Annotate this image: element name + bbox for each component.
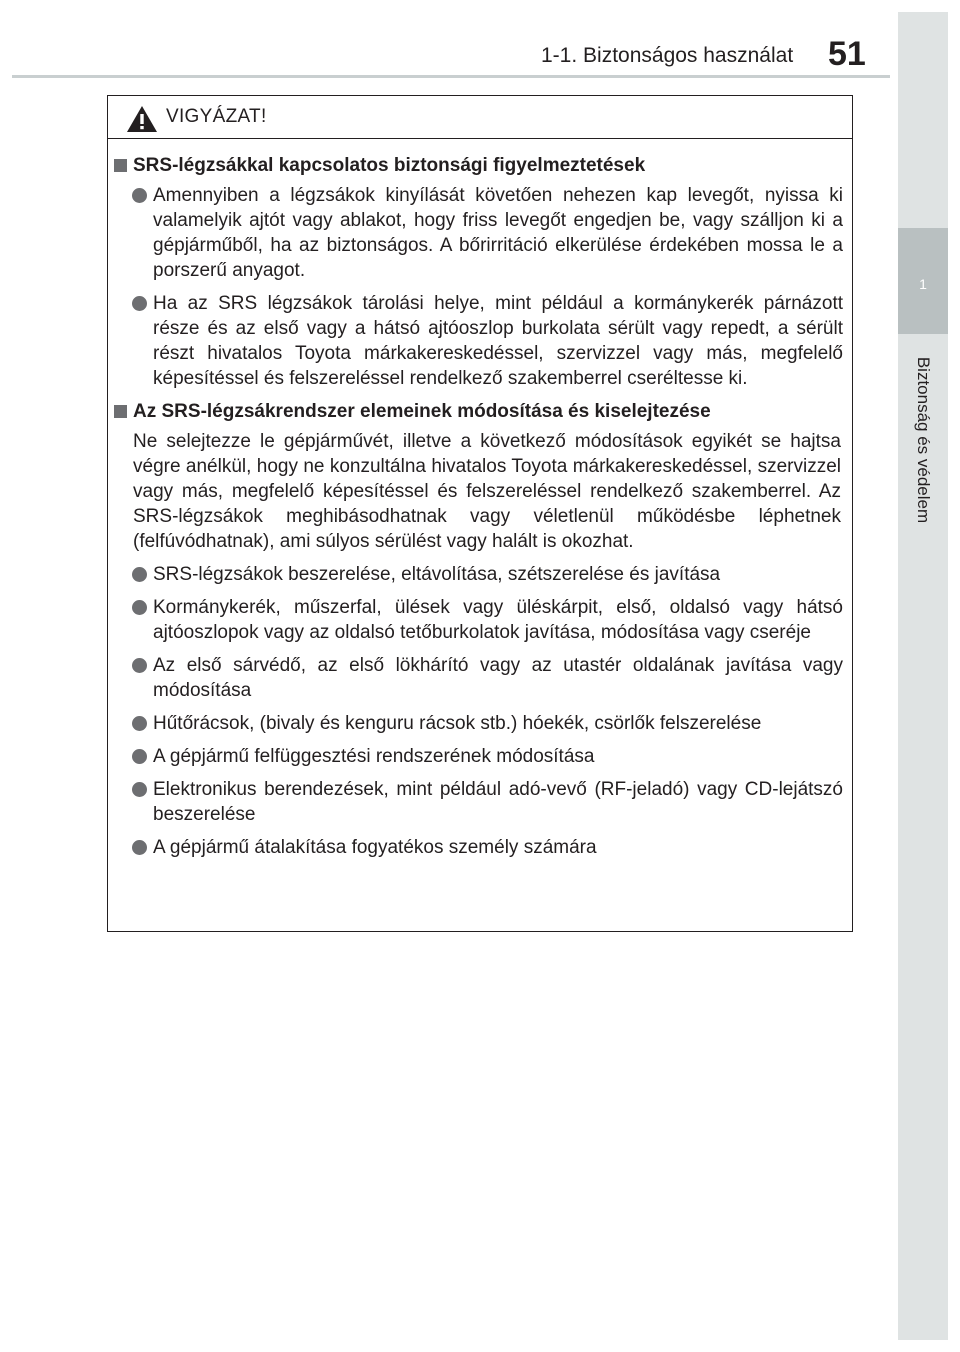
section-heading-text: Az SRS-légzsákrendszer elemeinek módosítása és kiselejtezése: [133, 401, 711, 422]
round-bullet-icon: [132, 782, 147, 797]
section-paragraph: Ne selejtezze le gépjárművét, illetve a következő módosítások egyikét se hajtsa végre anélkül, hogy ne konzultálna hivatalos Toyota márkakereskedéssel, szervizzel vagy más, megfelelő képesítéssel és felszereléssel rendelkező szakemberrel. Az SRS-légzsákok meghibásodhatnak vagy véletlenül működésbe léphetnek (felfúvódhatnak), ami súlyos sérülést vagy halált is okozhat.: [133, 431, 841, 552]
list-item-text: Az első sárvédő, az első lökhárító vagy az utastér oldalának javítása vagy módosítása: [153, 655, 843, 701]
square-bullet-icon: [114, 405, 127, 418]
list-item-text: Amennyiben a légzsákok kinyílását követően nehezen kap levegőt, nyissa ki valamelyik ajtót vagy ablakot, hogy friss levegőt engedjen be, vagy szálljon ki a gépjárműből, ha az biztonságos. A bőrirritáció elkerülése érdekében mossa le a porszerű anyagot.: [153, 185, 843, 281]
list-item: [108, 744, 852, 769]
list-item-text: Kormánykerék, műszerfal, ülések vagy üléskárpit, első, oldalsó vagy hátsó ajtóoszlopok vagy az oldalsó tetőburkolatok javítása, módosítása vagy cseréje: [153, 597, 843, 643]
chapter-title: Biztonság és védelem: [914, 356, 933, 524]
section-heading-text: SRS-légzsákkal kapcsolatos biztonsági figyelmeztetések: [133, 155, 646, 176]
list-item: [108, 183, 852, 283]
square-bullet-icon: [114, 159, 127, 172]
list-item: [108, 291, 852, 391]
list-item: [108, 562, 852, 587]
list-item-text: Hűtőrácsok, (bivaly és kenguru rácsok stb.) hóekék, csörlők felszerelése: [153, 713, 762, 734]
list-item: [108, 777, 852, 827]
list-item: [108, 835, 852, 860]
round-bullet-icon: [132, 716, 147, 731]
section-title: 1-1. Biztonságos használat: [541, 44, 794, 67]
page-number: 51: [828, 35, 866, 73]
round-bullet-icon: [132, 840, 147, 855]
list-item: [108, 653, 852, 703]
round-bullet-icon: [132, 188, 147, 203]
section-heading: [108, 153, 852, 178]
caution-content: [108, 153, 852, 868]
list-item-text: A gépjármű átalakítása fogyatékos személy számára: [153, 837, 597, 858]
round-bullet-icon: [132, 567, 147, 582]
caution-title: VIGYÁZAT!: [166, 106, 267, 127]
caution-header: [108, 96, 852, 139]
chapter-number: 1: [919, 276, 927, 292]
list-item-text: Elektronikus berendezések, mint például adó-vevő (RF-jeladó) vagy CD-lejátszó beszerelése: [153, 779, 843, 825]
round-bullet-icon: [132, 749, 147, 764]
list-item-text: A gépjármű felfüggesztési rendszerének módosítása: [153, 746, 595, 767]
list-item: [108, 711, 852, 736]
list-item-text: SRS-légzsákok beszerelése, eltávolítása, szétszerelése és javítása: [153, 564, 721, 585]
round-bullet-icon: [132, 658, 147, 673]
warning-triangle-icon: [126, 105, 158, 133]
round-bullet-icon: [132, 296, 147, 311]
round-bullet-icon: [132, 600, 147, 615]
header-rule: [12, 75, 890, 78]
list-item: [108, 595, 852, 645]
list-item-text: Ha az SRS légzsákok tárolási helye, mint például a kormánykerék párnázott része és az első vagy a hátsó ajtóoszlop burkolata sérült vagy repedt, a sérült részt hivatalos Toyota márkakereskedéssel, szervizzel vagy más, megfelelő képesítéssel és felszereléssel rendelkező szakemberrel cseréltesse ki.: [153, 293, 843, 389]
caution-box: [107, 95, 853, 932]
section-heading: [108, 399, 852, 424]
side-tab: [898, 12, 948, 1340]
